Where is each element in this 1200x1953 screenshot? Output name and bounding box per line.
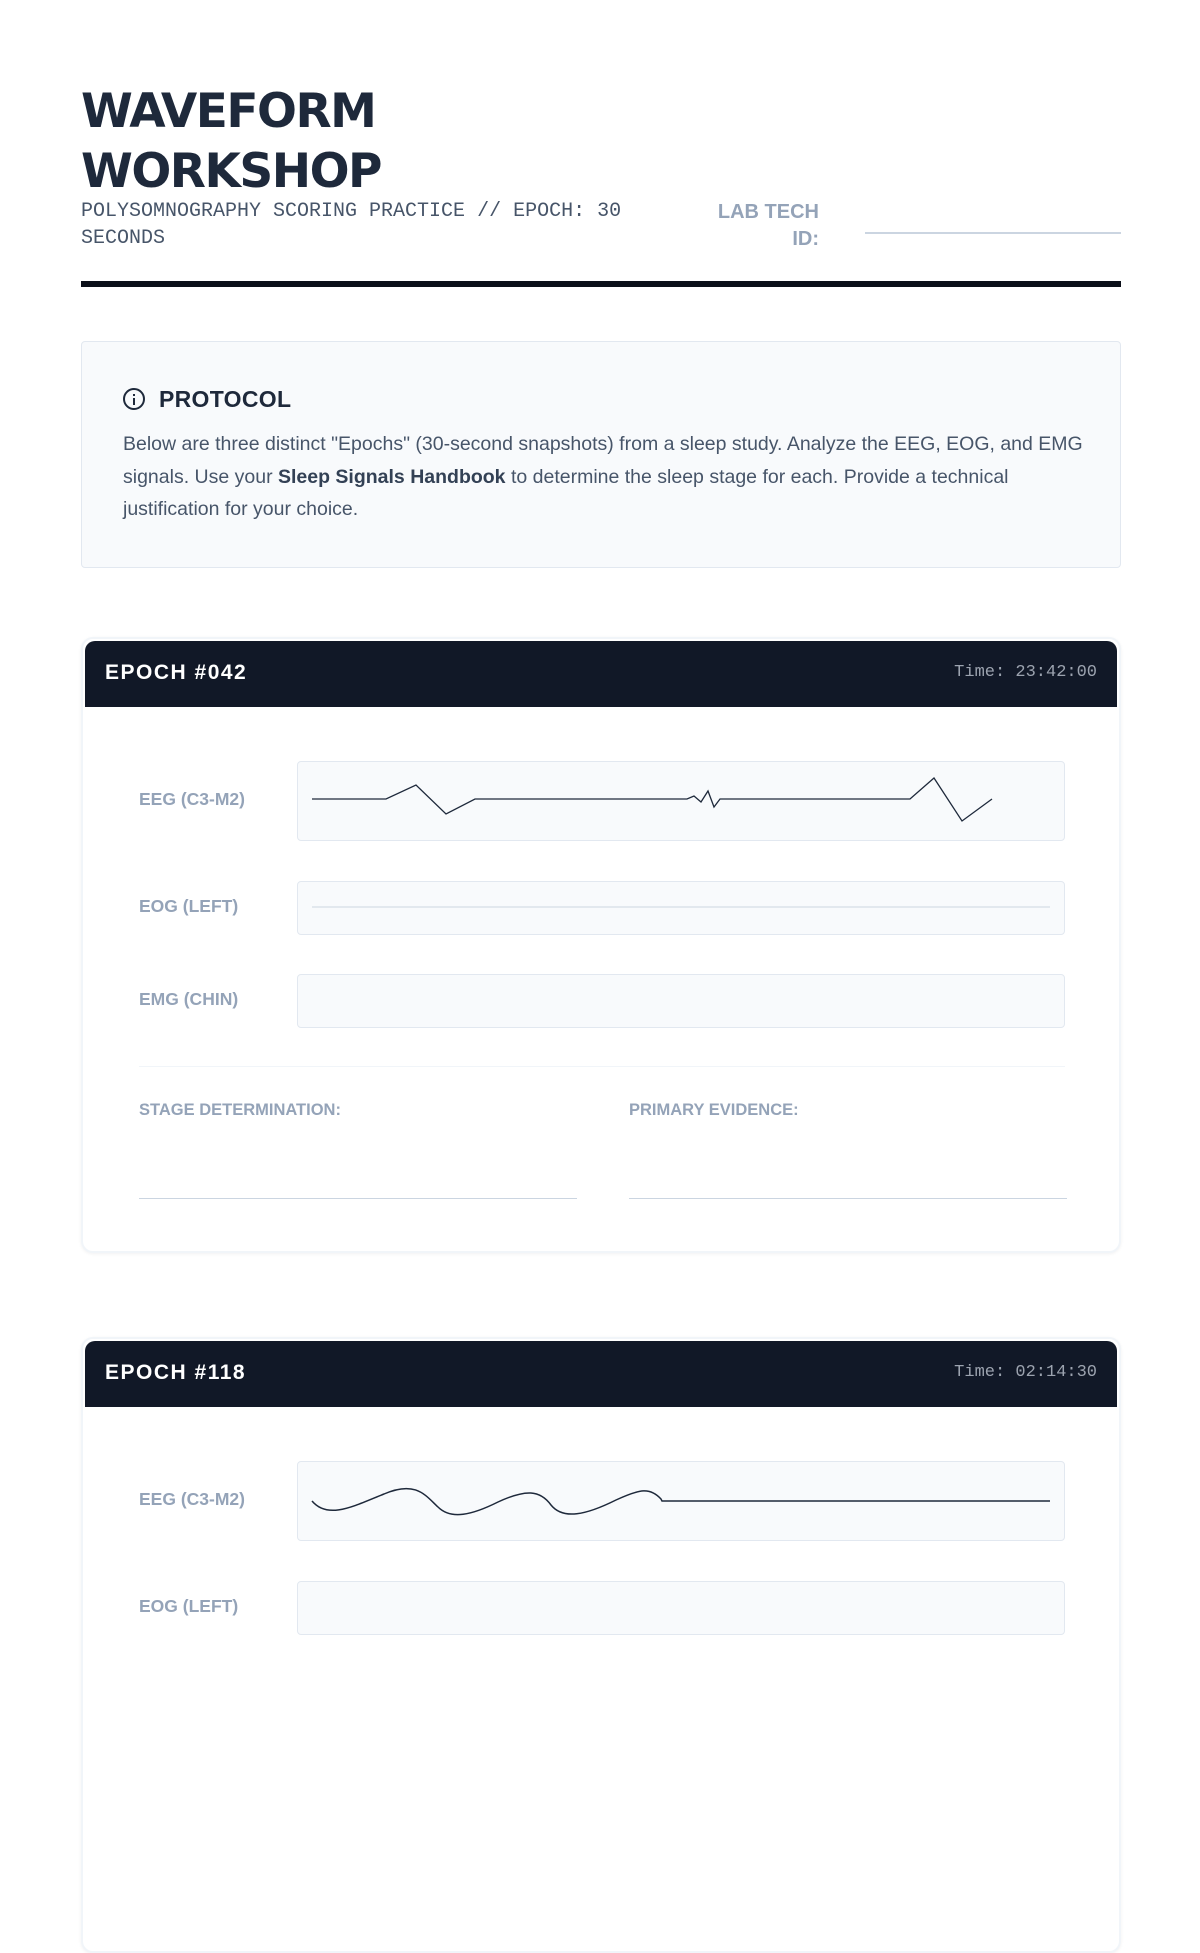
lab-tech-label-line-1: LAB TECH: [717, 201, 819, 223]
eeg-trace: [312, 778, 992, 821]
info-icon: [123, 388, 145, 410]
page-title: [81, 82, 381, 202]
protocol-text-intro: Below are three distinct "Epochs" (30-second snapshots) from a sleep study. Analyze the EEG, EOG, and EMG signals. Use your: [123, 433, 1083, 488]
protocol-heading: [123, 384, 291, 414]
eog-waveform-panel: [297, 1581, 1065, 1635]
channel-label-eeg: EEG (C3-M2): [139, 789, 245, 809]
epoch-time: Time: 23:42:00: [954, 663, 1097, 682]
lab-tech-id-field[interactable]: [865, 204, 1121, 232]
epoch-time: Time: 02:14:30: [954, 1363, 1097, 1382]
epoch-card: [81, 1337, 1121, 1953]
protocol-text: [123, 428, 1083, 526]
emg-waveform-panel: [297, 974, 1065, 1028]
primary-evidence-underline: [629, 1198, 1067, 1199]
eog-waveform-panel: [297, 881, 1065, 935]
epoch-header: [85, 641, 1117, 707]
handbook-reference: Sleep Signals Handbook: [277, 465, 506, 488]
channel-label-emg: EMG (CHIN): [139, 989, 239, 1009]
epoch-card: [81, 637, 1121, 1253]
stage-determination-label: STAGE DETERMINATION:: [139, 1101, 341, 1119]
eog-waveform: [298, 882, 1065, 935]
channel-label-eeg: EEG (C3-M2): [139, 1489, 245, 1509]
epoch-header: [85, 1341, 1117, 1407]
stage-determination-underline: [139, 1198, 577, 1199]
primary-evidence-field[interactable]: [629, 1159, 1067, 1197]
epoch-title: EPOCH #118: [105, 1361, 247, 1384]
page-subtitle: POLYSOMNOGRAPHY SCORING PRACTICE // EPOCH: 30 SECONDS: [81, 200, 622, 250]
eeg-waveform-panel: [297, 761, 1065, 841]
title-line-1: WAVEFORM: [81, 84, 376, 139]
answer-divider: [139, 1066, 1065, 1067]
lab-tech-label-line-2: ID:: [792, 228, 819, 250]
eeg-waveform: [298, 762, 1065, 841]
lab-tech-id-label: [701, 199, 819, 253]
protocol-text-end: to determine the sleep stage for each. Provide a technical justification for your choice.: [123, 465, 1009, 520]
stage-determination-field[interactable]: [139, 1159, 577, 1197]
lab-tech-id-underline: [865, 232, 1121, 234]
eeg-waveform-panel: [297, 1461, 1065, 1541]
primary-evidence-label: PRIMARY EVIDENCE:: [629, 1101, 799, 1119]
header-divider: [81, 281, 1121, 287]
epoch-title: EPOCH #042: [105, 661, 248, 684]
title-line-2: WORKSHOP: [81, 144, 381, 199]
eeg-waveform: [298, 1462, 1065, 1541]
channel-label-eog: EOG (LEFT): [139, 896, 239, 916]
protocol-title: PROTOCOL: [159, 385, 292, 412]
protocol-box: [81, 341, 1121, 568]
channel-label-eog: EOG (LEFT): [139, 1596, 239, 1616]
eeg-trace: [312, 1489, 1050, 1515]
